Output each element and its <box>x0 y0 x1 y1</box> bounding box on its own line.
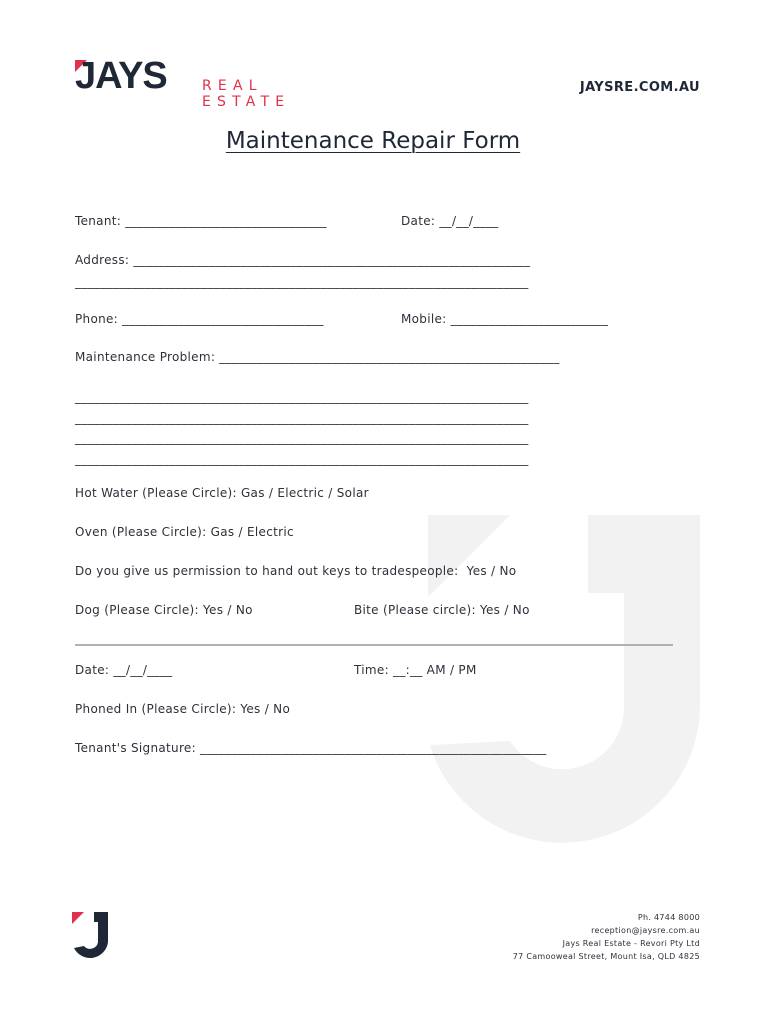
problem-line[interactable]: ________________________________________________________________________ <box>75 431 529 445</box>
time-field[interactable]: Time: __:__ AM / PM <box>354 663 477 677</box>
footer-email[interactable]: reception@jaysre.com.au <box>591 926 700 935</box>
form-title: Maintenance Repair Form <box>225 128 521 154</box>
brand-subtitle: REAL ESTATE <box>202 78 291 110</box>
watermark-j-logo <box>418 505 718 865</box>
address-continuation-line[interactable]: ________________________________________________________________________ <box>75 275 529 289</box>
phone-field[interactable]: Phone: ________________________________ <box>75 312 324 326</box>
problem-line[interactable]: ________________________________________________________________________ <box>75 411 529 425</box>
footer-company: Jays Real Estate - Revori Pty Ltd <box>562 939 700 948</box>
hot-water-field[interactable]: Hot Water (Please Circle): Gas / Electric / Solar <box>75 486 369 500</box>
footer-address: 77 Camooweal Street, Mount Isa, QLD 4825 <box>512 952 700 961</box>
address-field[interactable]: Address: _______________________________________________________________ <box>75 253 531 267</box>
keys-permission-field[interactable]: Do you give us permission to hand out keys to tradespeople: Yes / No <box>75 564 517 578</box>
website-link[interactable]: JAYSRE.COM.AU <box>579 80 700 95</box>
brand-name: JAYS <box>75 55 167 97</box>
bite-field[interactable]: Bite (Please circle): Yes / No <box>354 603 530 617</box>
footer-j-logo-icon <box>72 912 110 960</box>
problem-line[interactable]: ________________________________________________________________________ <box>75 390 529 404</box>
maintenance-problem-field[interactable]: Maintenance Problem: ______________________________________________________ <box>75 350 560 364</box>
footer-phone: Ph. 4744 8000 <box>637 913 700 922</box>
date-field-bottom[interactable]: Date: __/__/____ <box>75 663 173 677</box>
problem-line[interactable]: ________________________________________________________________________ <box>75 452 529 466</box>
signature-field[interactable]: Tenant's Signature: _______________________________________________________ <box>75 741 547 755</box>
tenant-field[interactable]: Tenant: ________________________________ <box>75 214 327 228</box>
mobile-field[interactable]: Mobile: _________________________ <box>401 312 609 326</box>
oven-field[interactable]: Oven (Please Circle): Gas / Electric <box>75 525 294 539</box>
dog-field[interactable]: Dog (Please Circle): Yes / No <box>75 603 253 617</box>
phoned-in-field[interactable]: Phoned In (Please Circle): Yes / No <box>75 702 291 716</box>
section-divider <box>75 644 673 646</box>
date-field-top[interactable]: Date: __/__/____ <box>401 214 499 228</box>
